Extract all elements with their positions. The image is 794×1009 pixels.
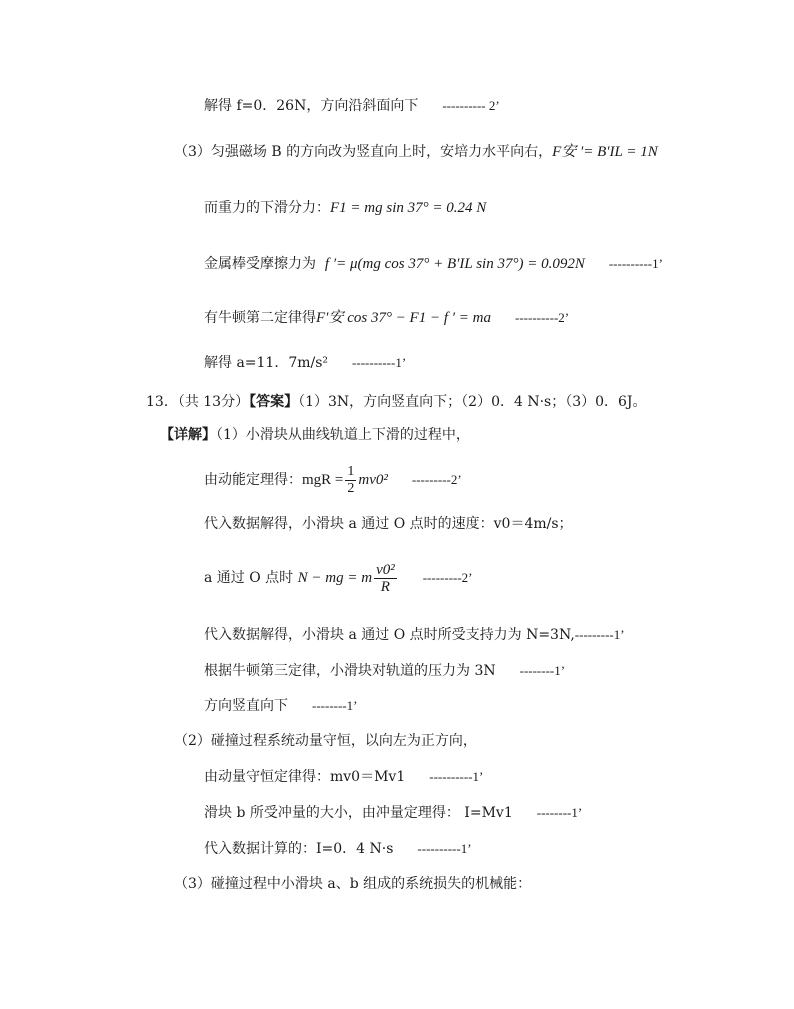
line-4-score: ----------1’ — [608, 256, 663, 271]
line-11 — [204, 560, 473, 596]
line-7 — [146, 392, 647, 412]
detail-tag: 【详解】 — [160, 427, 216, 443]
fraction-half-num: 1 — [347, 463, 355, 479]
line-6-score: ----------1’ — [352, 355, 407, 370]
line-15-text: （2）碰撞过程系统动量守恒，以向左为正方向， — [174, 733, 477, 749]
line-10 — [204, 514, 573, 534]
line-9-text: 由动能定理得： — [204, 472, 302, 488]
line-17-score: --------1’ — [536, 805, 583, 820]
line-11-eq-left: N − mg = m — [297, 570, 373, 586]
line-2 — [174, 142, 658, 162]
line-15 — [174, 731, 477, 751]
line-4-text: 金属棒受摩擦力为 — [204, 256, 316, 272]
line-13-text: 根据牛顿第三定律，小滑块对轨道的压力为 3N — [204, 663, 496, 679]
line-16 — [204, 767, 483, 787]
line-9-eq-right: mv0² — [358, 472, 388, 488]
answer-summary: （1）3N，方向竖直向下；（2）0．4 N·s；（3）0．6J。 — [298, 394, 647, 410]
line-12-score: ---------1’ — [574, 627, 625, 642]
fraction-half-den: 2 — [347, 480, 355, 496]
line-5 — [204, 308, 569, 328]
line-3-eq: F1 = mg sin 37° = 0.24 N — [330, 200, 487, 216]
line-16-score: ----------1’ — [429, 769, 484, 784]
line-8-text: （1）小滑块从曲线轨道上下滑的过程中， — [216, 427, 470, 443]
line-9-score: ---------2’ — [411, 472, 462, 487]
line-6 — [204, 353, 406, 373]
line-11-score: ---------2’ — [422, 570, 473, 585]
line-17-text: 滑块 b 所受冲量的大小，由冲量定理得： I=Mv1 — [204, 805, 513, 821]
line-18-score: ----------1’ — [417, 841, 472, 856]
line-9 — [204, 462, 462, 498]
question-number: 13．（共 13分） — [146, 394, 250, 410]
line-3 — [204, 198, 486, 218]
line-13 — [204, 661, 565, 681]
line-12 — [204, 625, 625, 645]
line-9-eq-left: mgR = — [302, 472, 344, 488]
line-1-text: 解得 f=0．26N，方向沿斜面向下 — [204, 98, 419, 114]
line-4-eq: f ′= μ(mg cos 37° + B′IL sin 37°) = 0.092N — [324, 256, 585, 272]
line-14-score: --------1’ — [312, 698, 358, 713]
answer-tag: 【答案】 — [249, 394, 299, 410]
line-2-eq: F安 '= B′IL = 1N — [552, 144, 658, 160]
line-4 — [204, 254, 663, 274]
line-10-text: 代入数据解得，小滑块 a 通过 O 点时的速度：v0＝4m/s； — [204, 516, 573, 532]
line-14 — [204, 696, 357, 716]
line-6-text: 解得 a=11．7m/s² — [204, 355, 329, 371]
line-5-eq: F′安 cos 37° − F1 − f ′ = ma — [316, 310, 491, 326]
line-18 — [204, 839, 472, 859]
line-13-score: --------1’ — [519, 663, 566, 678]
line-3-text: 而重力的下滑分力： — [204, 200, 330, 216]
line-19 — [174, 874, 531, 894]
line-5-score: ----------2’ — [515, 310, 570, 325]
line-1 — [204, 96, 500, 116]
fraction-half — [345, 464, 356, 497]
fraction-r-den: R — [380, 578, 390, 595]
line-8 — [160, 425, 470, 445]
line-18-text: 代入数据计算的：I=0．4 N·s — [204, 841, 394, 857]
line-2-text: （3）匀强磁场 B 的方向改为竖直向上时，安培力水平向右， — [174, 144, 553, 160]
line-16-text: 由动量守恒定律得：mv0＝Mv1 — [204, 769, 406, 785]
line-17 — [204, 803, 582, 823]
line-12-text: 代入数据解得，小滑块 a 通过 O 点时所受支持力为 N=3N, — [204, 627, 575, 643]
line-11-text: a 通过 O 点时 — [204, 570, 294, 586]
fraction-v0-sq-over-r — [374, 562, 397, 595]
line-14-text: 方向竖直向下 — [204, 698, 288, 714]
fraction-v0-num: v0² — [376, 561, 395, 578]
line-1-score: ---------- 2’ — [442, 98, 500, 113]
line-19-text: （3）碰撞过程中小滑块 a、b 组成的系统损失的机械能： — [174, 876, 532, 892]
line-5-text: 有牛顿第二定律得 — [204, 310, 316, 326]
